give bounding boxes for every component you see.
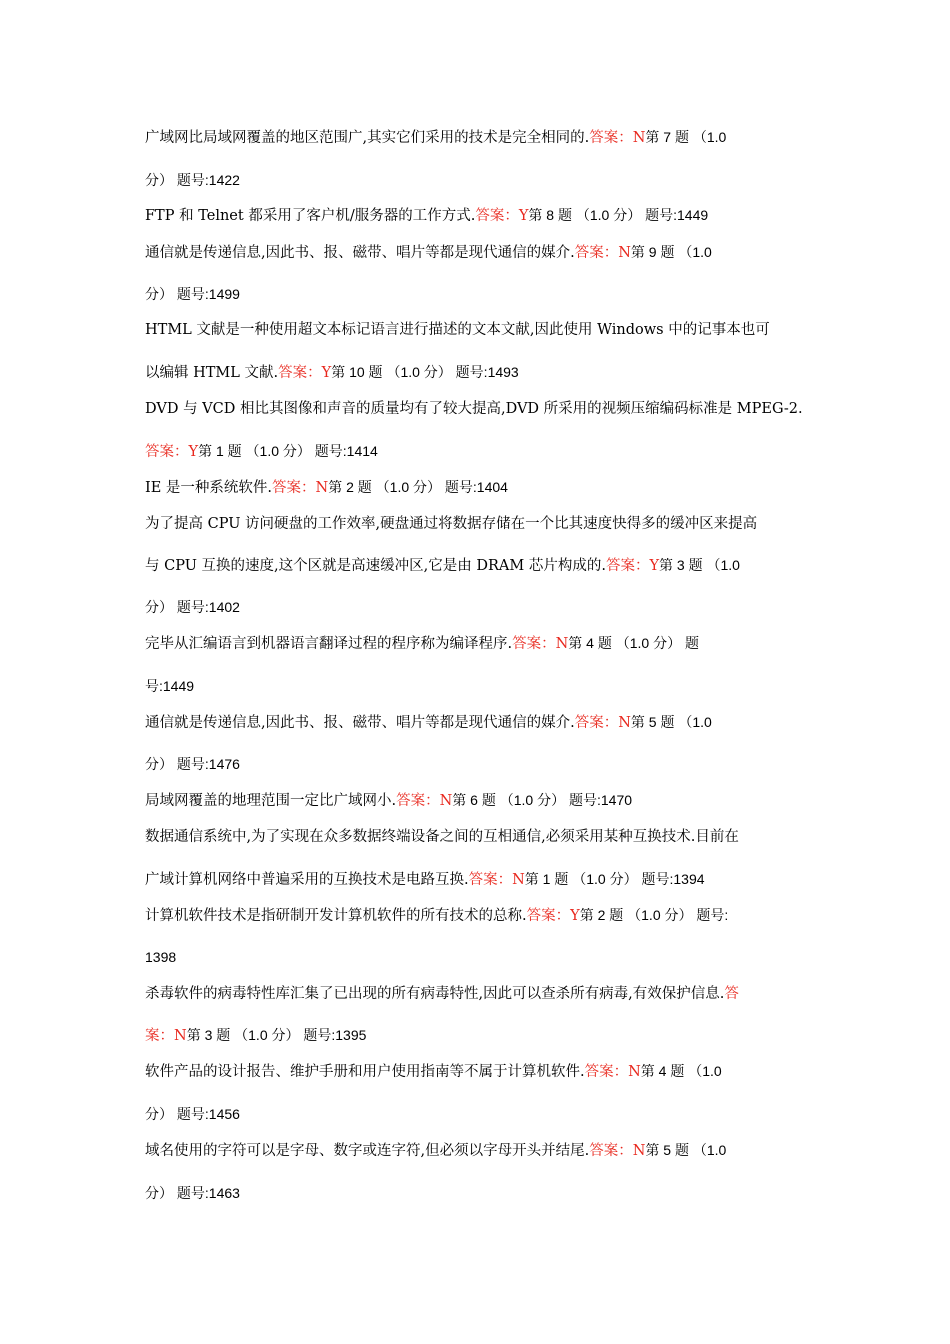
question-meta: 分） 题号:1476 (145, 756, 240, 772)
question-text: 与 CPU 互换的速度,这个区就是高速缓冲区,它是由 DRAM 芯片构成的. (145, 558, 606, 574)
text-line (145, 399, 812, 418)
answer-text: 答案：Y (278, 365, 332, 381)
text-line (145, 870, 812, 889)
answer-text: 答案：Y (526, 908, 580, 924)
question-text: 完毕从汇编语言到机器语言翻译过程的程序称为编译程序. (145, 636, 513, 652)
answer-text: 答案：Y (605, 558, 660, 574)
question-text: 数据通信系统中,为了实现在众多数据终端设备之间的互相通信,必须采用某种互换技术.目前在 (145, 829, 739, 845)
question-text: 域名使用的字符可以是字母、数字或连字符,但必须以字母开头并结尾. (145, 1143, 590, 1159)
text-line (145, 1141, 812, 1160)
text-line (145, 514, 812, 533)
question-text: 软件产品的设计报告、维护手册和用户使用指南等不属于计算机软件. (145, 1064, 585, 1080)
question-text: DVD 与 VCD 相比其图像和声音的质量均有了较大提高,DVD 所采用的视频压缩编码标准是 MPEG-2. (145, 401, 803, 417)
text-line (145, 1062, 812, 1081)
question-meta: 第 3 题 （1.0 (659, 557, 740, 573)
question-text: 局域网覆盖的地理范围一定比广域网小. (145, 793, 397, 809)
text-line (145, 285, 812, 304)
question-meta: 分） 题号:1499 (145, 286, 240, 302)
question-meta: 分） 题号:1463 (145, 1185, 240, 1201)
text-line (145, 1026, 812, 1045)
answer-text: 答案：Y (145, 444, 199, 460)
text-line (145, 171, 812, 190)
answer-text: 答案：N (589, 1143, 646, 1159)
text-line (145, 906, 812, 925)
text-line (145, 1184, 812, 1203)
text-line (145, 948, 812, 967)
question-meta: 分） 题号:1422 (145, 172, 240, 188)
question-text: 广域计算机网络中普遍采用的互换技术是电路互换. (145, 872, 469, 888)
question-meta: 1398 (145, 949, 177, 965)
question-text: 广域网比局域网覆盖的地区范围广,其实它们采用的技术是完全相同的. (145, 130, 590, 146)
answer-text: 答案：Y (475, 208, 529, 224)
text-line (145, 827, 812, 846)
question-text: 杀毒软件的病毒特性库汇集了已出现的所有病毒特性,因此可以查杀所有病毒,有效保护信息. (145, 986, 725, 1002)
answer-text: 案：N (145, 1028, 187, 1044)
question-meta: 第 10 题 （1.0 分） 题号:1493 (331, 364, 519, 380)
text-line (145, 442, 812, 461)
question-meta: 第 1 题 （1.0 分） 题号:1414 (198, 443, 378, 459)
question-text: IE 是一种系统软件. (145, 480, 273, 496)
text-line (145, 478, 812, 497)
question-text: 以编辑 HTML 文献. (145, 365, 279, 381)
answer-text: 答案：N (468, 872, 525, 888)
text-line (145, 1105, 812, 1124)
question-meta: 第 6 题 （1.0 分） 题号:1470 (452, 792, 633, 808)
answer-text: 答案：N (589, 130, 646, 146)
question-meta: 第 5 题 （1.0 (630, 714, 712, 730)
text-line (145, 713, 812, 732)
text-line (145, 984, 812, 1003)
text-line (145, 243, 812, 262)
question-meta: 第 3 题 （1.0 分） 题号:1395 (186, 1027, 367, 1043)
question-meta: 第 7 题 （1.0 (645, 129, 727, 145)
question-meta: 第 4 题 （1.0 分） 题 (568, 635, 699, 651)
question-meta: 第 2 题 （1.0 分） 题号: (579, 907, 729, 923)
answer-text: 答案：N (584, 1064, 641, 1080)
text-line (145, 598, 812, 617)
text-line (145, 556, 812, 575)
question-text: 为了提高 CPU 访问硬盘的工作效率,硬盘通过将数据存储在一个比其速度快得多的缓冲区来提高 (145, 516, 758, 532)
question-meta: 第 2 题 （1.0 分） 题号:1404 (328, 479, 508, 495)
question-text: 通信就是传递信息,因此书、报、磁带、唱片等都是现代通信的媒介. (145, 245, 575, 261)
text-line (145, 206, 812, 225)
question-meta: 号:1449 (145, 678, 195, 694)
question-meta: 第 8 题 （1.0 分） 题号:1449 (528, 207, 709, 223)
text-line (145, 634, 812, 653)
text-line (145, 128, 812, 147)
answer-text: 答案：N (512, 636, 569, 652)
answer-text: 答 (724, 986, 739, 1002)
question-meta: 第 9 题 （1.0 (630, 244, 712, 260)
question-text: FTP 和 Telnet 都采用了客户机/服务器的工作方式. (145, 208, 476, 224)
question-meta: 第 5 题 （1.0 (645, 1142, 727, 1158)
text-line (145, 320, 812, 339)
question-meta: 第 1 题 （1.0 分） 题号:1394 (524, 871, 705, 887)
text-line (145, 791, 812, 810)
question-text: HTML 文献是一种使用超文本标记语言进行描述的文本文献,因此使用 Windows 中的记事本也可 (145, 322, 770, 338)
question-text: 通信就是传递信息,因此书、报、磁带、唱片等都是现代通信的媒介. (145, 715, 575, 731)
text-line (145, 755, 812, 774)
answer-text: 答案：N (574, 715, 631, 731)
question-meta: 第 4 题 （1.0 (640, 1063, 722, 1079)
text-line (145, 363, 812, 382)
answer-text: 答案：N (396, 793, 453, 809)
answer-text: 答案：N (574, 245, 631, 261)
question-text: 计算机软件技术是指研制开发计算机软件的所有技术的总称. (145, 908, 527, 924)
question-meta: 分） 题号:1456 (145, 1106, 240, 1122)
answer-text: 答案：N (272, 480, 329, 496)
question-meta: 分） 题号:1402 (145, 599, 240, 615)
text-line (145, 677, 812, 696)
